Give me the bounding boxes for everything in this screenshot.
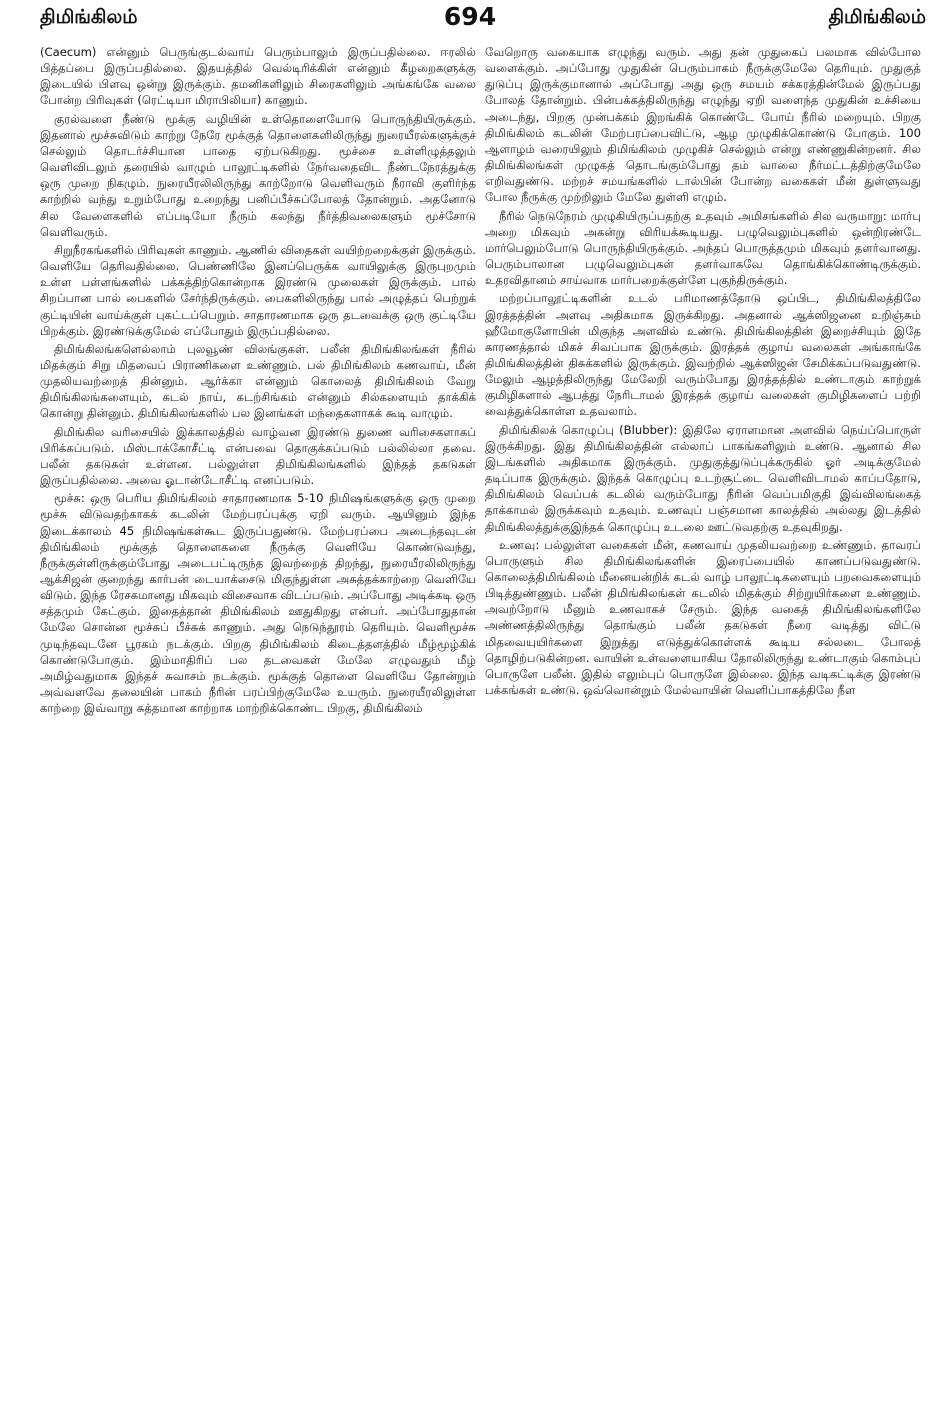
page-header	[0, 0, 940, 40]
left-column	[40, 44, 476, 1404]
page-number: 694	[443, 2, 497, 31]
paragraph: திமிங்கில வரிசையில் இக்காலத்தில் வாழ்வன இரண்டு துணை வரிசைகளாகப் பிரிக்கப்படும். மிஸ்டாக்கோசீட்டி என்பவை தொகுக்கப்படும் பல்லில்லா தவை. பலீன் தகடுகள் உள்ளன. பல்லுள்ள திமிங்கிலங்களில் இந்தத் தகடுகள் இருப்பதில்லை. அவை ஓடான்டோசீட்டி எனப்படும்.	[40, 424, 476, 488]
paragraph: குரல்வளை நீண்டு மூக்கு வழியின் உள்தொளையோடு பொருந்தியிருக்கும். இதனால் மூச்சுவிடும் காற்று நேரே மூக்குத் தொளைகளிலிருந்து நுரையீரல்களுக்குச் செல்லும் தொடர்ச்சியான பாதை ஏற்படுகிறது. மூச்சை உள்ளிழுத்தலும் வெளிவிடலும் தரையில் வாழும் பாலூட்டிகளில் நேர்வதைவிட நீண்டநேரத்துக்கு ஒரு முறை நிகழும். நுரையீரலிலிருந்து காற்றோடு வெளிவரும் நீராவி குளிர்ந்த காற்றில் வந்து உறும்போது உறைந்து பனிப்பீச்சுப்போலத் தோன்றும். அதனோடு சில வேளைகளில் எப்படியோ நீரும் கலந்து நீர்த்திவலைகளும் மூச்சோடு வெளிவரும்.	[40, 111, 476, 239]
paragraph: நீரில் நெடுநேரம் முழுகியிருப்பதற்கு உதவும் அமிசங்களில் சில வருமாறு: மார்பு அறை மிகவும் அகன்று விரியக்கூடியது. பழுவெலும்புகளில் ஒன்றிரண்டே மார்பெலும்போடு பொருந்தியிருக்கும். அந்தப் பொருத்தமும் மிகவும் தளர்வானது. பெரும்பாலான பழுவெலும்புகள் தளர்வாகவே தொங்கிக்கொண்டிருக்கும். உதரவிதானம் சாய்வாக மார்பறைக்குள்ளே புகுந்திருக்கும்.	[485, 208, 921, 288]
paragraph: மூச்சு: ஒரு பெரிய திமிங்கிலம் சாதாரணமாக 5-10 நிமிஷங்களுக்கு ஒரு முறை மூச்சு விடுவதற்காகக் கடலின் மேற்பரப்புக்கு ஏறி வரும். ஆயினும் இந்த இடைக்காலம் 45 நிமிஷங்கள்கூட இருப்பதுண்டு. மேற்பரப்பை அடைந்தவுடன் திமிங்கிலம் மூக்குத் தொளைகளை நீருக்கு வெளியே கொண்டுவந்து, நீருக்குள்ளிருக்கும்போது அடைபட்டிருந்த இவற்றைத் திறந்து, நுரையீரலிலிருந்து ஆக்சிஜன் குறைந்து கார்பன் டையாக்சைடு மிகுந்துள்ள அசுத்தக்காற்றை வெளியே விடும். இந்த ரேசகமானது மிகவும் விசைவாக விடப்படும். அப்போது அடிக்கடி ஒரு சத்தமும் கேட்கும். இதைத்தான் திமிங்கிலம் ஊதுகிறது என்பர். அப்போதுதான் மேலே சொன்ன மூச்சுப் பீச்சுக் காணும். அது நெடுந்தூரம் தெரியும். வெளிமூச்சு முடிந்தவுடனே பூரகம் நடக்கும். பிறகு திமிங்கிலம் கிடைத்தளத்தில் மீழ்மூழ்கிக் கொண்டுபோகும். இம்மாதிரிப் பல தடவைகள் மேலே எழுவதும் மீழ் அமிழ்வதுமாக இந்தச் சுவாசம் நடக்கும். மூக்குத் தொளை வெளியே தோன்றும் அவ்வளவே தலையின் பாகம் நீரின் பரப்பிற்குமேலே உயரும். நுரையீரலிலுள்ள காற்றை இவ்வாறு சுத்தமான காற்றாக மாற்றிக்கொண்ட பிறகு, திமிங்கிலம்	[40, 491, 476, 716]
paragraph: (Caecum) என்னும் பெருங்குடல்வாய் பெரும்பாலும் இருப்பதில்லை. ஈரலில் பித்தப்பை இருப்பதில்லை. இதயத்தில் வெல்டிரிக்கிள் என்னும் கீழறைகளுக்கு இடையில் பிளவு ஒன்று இருக்கும். தமனிகளிலும் சிரைகளிலும் அங்கங்கே வலை போன்ற பிரிவுகள் (ரெட்டியா மிராபிலியா) காணும்.	[40, 45, 476, 108]
running-head-left: திமிங்கிலம்	[40, 6, 138, 28]
paragraph: திமிங்கிலங்களெல்லாம் புலவூண் விலங்குகள். பலீன் திமிங்கிலங்கள் நீரில் மிதக்கும் சிறு மிதவைப் பிராணிகளை உண்ணும். பல் திமிங்கிலம் கணவாய், மீன் முதலியவற்றைத் தின்னும். ஆர்க்கா என்னும் கொலைத் திமிங்கிலம் வேறு திமிங்கிலங்களையும், கடல் நாய், கடற்சிங்கம் என்னும் சில்களையும் தாக்கிக் கொன்று தின்னும். திமிங்கிலங்களில் பல இனங்கள் மந்தைகளாகக் கூடி வாழும்.	[40, 341, 476, 421]
paragraph: வேறொரு வகையாக எழுந்து வரும். அது தன் முதுகைப் பலமாக வில்போல வளைக்கும். அப்போது முதுகின் பெரும்பாகம் நீருக்குமேலே தெரியும். முதுகுத் துடுப்பு இருக்குமானால் அப்போது அது ஒரு சமயம் சக்கரத்தின்மேல் இருப்பது போலத் தோன்றும். பின்பக்கத்திலிருந்து எழுந்து ஏறி வளைந்த முதுகின் உச்சியை அடைந்து, பிறகு முன்பக்கம் இறங்கிக் கொண்டே போய் நீரில் மறையும். பிறகு திமிங்கிலம் கடலின் மேற்பரப்பைவிட்டு, ஆழ முழுகிக்கொண்டு போகும். 100 ஆளாழம் வரையிலும் திமிங்கிலம் முழுகிச் செல்லும் என்று எண்ணுகின்றனர். சில திமிங்கிலங்கள் முழுகத் தொடங்கும்போது தம் வாலை நீர்மட்டத்திற்குமேலே எறிவதுண்டு. மற்றச் சமயங்களில் டால்பின் போன்ற வகைகள் மீன் துள்ளுவது போல நீருக்கு முற்றிலும் மேலே துள்ளி எழும்.	[485, 45, 921, 205]
right-column	[485, 44, 921, 1404]
paragraph: மற்றப்பாலூட்டிகளின் உடல் பரிமாணத்தோடு ஒப்பிட, திமிங்கிலத்திலே இரத்தத்தின் அளவு அதிகமாக இருக்கிறது. அதனால் ஆக்ஸிஜனை உறிஞ்சும் ஹீமோகுளோபின் மிகுந்த அளவில் உண்டு. திமிங்கிலத்தின் இறைச்சியும் இதே காரணத்தால் மிகச் சிவப்பாக இருக்கும். இரத்தக் குழாய் வலைகள் அங்காங்கே திமிங்கிலத்தின் திசுக்களில் இருக்கும். இவற்றில் ஆக்ஸிஜன் சேமிக்கப்படுவதுண்டு. மேலும் ஆழத்திலிருந்து மேலேறி வரும்போது இரத்தத்தில் உண்டாகும் காற்றுக் குமிழிகளால் ஆபத்து நேரிடாமல் இரத்தக் குழாய் வலைகள் குமிழிகளைப் பற்றி வைத்துக்கொள்ள உதவலாம்.	[485, 291, 921, 419]
running-head-right: திமிங்கிலம்	[828, 6, 926, 28]
paragraph: உணவு: பல்லுள்ள வகைகள் மீன், கணவாய் முதலியவற்றை உண்ணும். தாவரப் பொருளும் சில திமிங்கிலங்களின் இரைப்பையில் காணப்படுவதுண்டு. கொலைத்திமிங்கிலம் மீனையன்றிக் கடல் வாழ் பாலூட்டிகளையும் பறவைகளையும் பிடித்துண்ணும். பலீன் திமிங்கிலங்கள் கடலில் மிதக்கும் சிற்றுயிர்களை உண்ணும். அவற்றோடு மீனும் உணவாகச் சேரும். இந்த வகைத் திமிங்கிலங்களிலே அண்ணத்திலிருந்து தொங்கும் பலீன் தகடுகள் நீரை வடித்து விட்டு மிதவையுயிர்களை இறுத்து எடுத்துக்கொள்ளக் கூடிய சல்லடை போலத் தொழிற்படுகின்றன. வாயின் உள்வளையாகிய தோலிலிருந்து உண்டாகும் கொம்புப் பொருளே பலீன். இதில் எலும்புப் பொருளே இல்லை. இந்த வடிகட்டிக்கு இரண்டு பக்கங்கள் உண்டு. ஒவ்வொன்றும் மேல்வாயின் வெளிப்பாகத்திலே நீள	[485, 537, 921, 698]
paragraph: திமிங்கிலக் கொழுப்பு (Blubber): இதிலே ஏராளமான அளவில் நெய்ப்பொருள் இருக்கிறது. இது திமிங்கிலத்தின் எல்லாப் பாகங்களிலும் உண்டு. ஆனால் சில இடங்களில் அதிகமாக இருக்கும். முதுகுத்துடுப்புக்கருகில் ஓர் அடிக்குமேல் தடிப்பாக இருக்கும். இந்தக் கொழுப்பு உடற்சூட்டை வெளிவிடாமல் காப்பதோடு, திமிங்கிலம் வெப்பக் கடலில் வரும்போது நீரின் வெப்பமிகுதி இவ்விலங்கைத் தாக்காமல் இருக்கவும் உதவும். உணவுப் பஞ்சமான காலத்தில் அல்லது இடத்தில் திமிங்கிலத்துக்குஇந்தக் கொழுப்பு உடலை ஊட்டுவதற்கு உதவுகிறது.	[485, 422, 921, 534]
paragraph: சிறுநீரகங்களில் பிரிவுகள் காணும். ஆணில் விதைகள் வயிற்றறைக்குள் இருக்கும். வெளியே தெரிவதில்லை. பெண்ணிலே இனப்பெருக்க வாயிலுக்கு இருபுறமும் உள்ள பள்ளங்களில் பக்கத்திற்கொன்றாக இரண்டு முலைகள் இருக்கும். பால் சிறப்பான பால் பைகளில் சேர்ந்திருக்கும். பைகளிலிருந்து பால் அழுத்தப் பெற்றுக் குட்டியின் வாய்க்குள் புகட்டப்பெறும். சாதாரணமாக ஒரு தடவைக்கு ஒரு குட்டியே பிறக்கும். இரண்டுக்குமேல் எப்போதும் இருப்பதில்லை.	[40, 242, 476, 338]
